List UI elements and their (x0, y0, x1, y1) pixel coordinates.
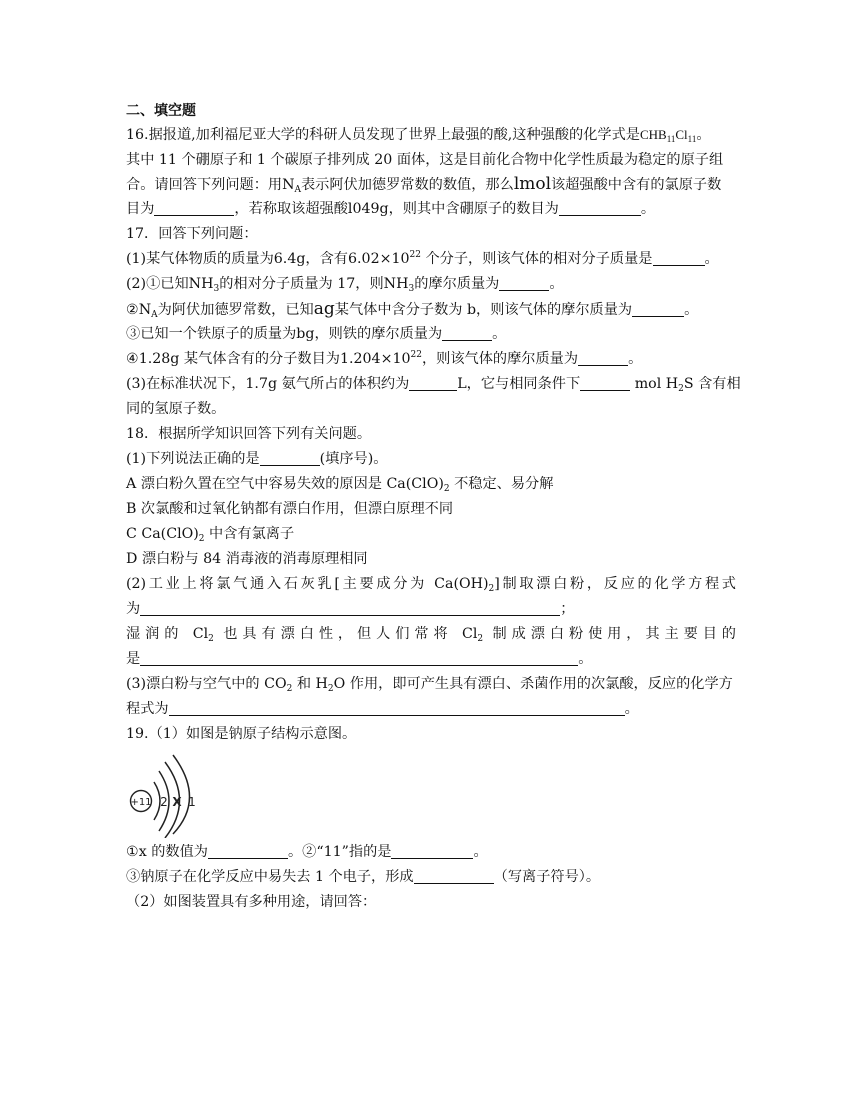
answer-blank[interactable] (260, 451, 320, 466)
q17-line-6: (3)在标准状况下，1.7g 氨气所占的体积约为 L，它与相同条件下 mol $H_2S$ 含有相 (126, 376, 741, 394)
q17-line-1: (1)某气体物质的质量为6.4g，含有$6.02\times 10^{22}$ 个分子，则该气体的相对分子质量是 。 (126, 250, 719, 267)
q18-part3-line-1: (3)漂白粉与空气中的 $CO_2$ 和 $H_2O$ 作用，即可产生具有漂白、杀菌作用的次氯酸，反应的化学方 (126, 676, 733, 694)
answer-blank[interactable] (414, 869, 494, 884)
q17-line-7: 同的氢原子数。 (126, 401, 226, 417)
q19-line-1: ①x 的数值为 。②“11”指的是 。 (126, 844, 488, 860)
answer-blank[interactable] (559, 201, 641, 216)
answer-blank[interactable] (391, 844, 473, 859)
q16-line-1: 16.据报道,加利福尼亚大学的科研人员发现了世界上最强的酸,这种强酸的化学式是$CHB_{11}Cl_{11}$。 (126, 127, 711, 144)
section-title: 二、填空题 (126, 103, 196, 119)
answer-blank[interactable] (580, 376, 630, 391)
q17-heading: 17．回答下列问题： (126, 226, 258, 242)
answer-blank[interactable] (208, 844, 288, 859)
q16-formula: $CHB_{11}Cl_{11}$ (639, 127, 697, 144)
q16-line-2: 其中 11 个硼原子和 1 个碳原子排列成 20 面体，这是目前化合物中化学性质最为稳定的原子组 (126, 152, 724, 168)
q18-option-b: B 次氯酸和过氧化钠都有漂白作用，但漂白原理不同 (126, 501, 454, 517)
answer-blank[interactable] (632, 302, 684, 317)
q18-option-a: A 漂白粉久置在空气中容易失效的原因是 $Ca(ClO)_2$ 不稳定、易分解 (126, 476, 554, 494)
sodium-atom-diagram (126, 754, 206, 838)
q17-line-3: $②N_A$为阿伏加德罗常数，已知ag某气体中含分子数为 b，则该气体的摩尔质量为 。 (126, 299, 699, 320)
q19-heading: 19.（1）如图是钠原子结构示意图。 (126, 726, 357, 742)
q18-part2-line-3: 湿润的 $Cl_2$ 也具有漂白性，但人们常将 $Cl_2$ 制成漂白粉使用，其主要目的 (126, 626, 736, 644)
q16-text: 16.据报道,加利福尼亚大学的科研人员发现了世界上最强的酸,这种强酸的化学式是 (126, 127, 640, 143)
answer-blank[interactable] (653, 251, 705, 266)
answer-blank[interactable] (578, 351, 628, 366)
q18-part3-line-2: 程式为 。 (126, 701, 639, 717)
shell-2-count: X (172, 795, 182, 809)
q18-part2-line-4: 是 。 (126, 651, 593, 667)
q17-line-4: ③已知一个铁原子的质量为bg，则铁的摩尔质量为 。 (126, 326, 507, 342)
answer-blank[interactable] (499, 276, 549, 291)
q19-line-2: ③钠原子在化学反应中易失去 1 个电子，形成 （写离子符号）。 (126, 869, 601, 885)
answer-blank[interactable] (409, 376, 457, 391)
answer-blank[interactable] (154, 201, 234, 216)
answer-blank[interactable] (140, 651, 578, 666)
q18-part2-line-1: (2)工业上将氯气通入石灰乳[主要成分为 $Ca(OH)_2$]制取漂白粉，反应的化学方程式 (126, 576, 736, 594)
q16-line-4: 目为 ，若称取该超强酸l049g，则其中含硼原子的数目为 。 (126, 201, 656, 217)
electron-shell-1 (154, 782, 160, 820)
q17-line-2: (2)①已知$NH_3$的相对分子质量为 17，则$NH_3$的摩尔质量为 。 (126, 276, 564, 294)
q18-part2-line-2: 为 ； (126, 601, 575, 617)
q18-option-c: C $Ca(ClO)_2$ 中含有氯离子 (126, 526, 295, 544)
shell-1-count: 2 (160, 795, 168, 809)
answer-blank[interactable] (442, 326, 492, 341)
q19-line-3: （2）如图装置具有多种用途，请回答： (126, 894, 377, 910)
q18-line-1: (1)下列说法正确的是 (填序号)。 (126, 451, 388, 467)
answer-blank[interactable] (169, 701, 625, 716)
q18-option-d: D 漂白粉与 84 消毒液的消毒原理相同 (126, 551, 368, 567)
nucleus-charge: +11 (130, 797, 152, 808)
q18-heading: 18．根据所学知识回答下列有关问题。 (126, 426, 372, 442)
shell-3-count: 1 (188, 795, 196, 809)
answer-blank[interactable] (140, 601, 560, 616)
q17-line-5: ④1.28g 某气体含有的分子数目为$1.204\times 10^{22}$，则该气体的摩尔质量为 。 (126, 350, 643, 367)
q16-line-3: 合。请回答下列问题：用$N_A$表示阿伏加德罗常数的数值，那么lmol该超强酸中含有的氯原子数 (126, 174, 722, 195)
